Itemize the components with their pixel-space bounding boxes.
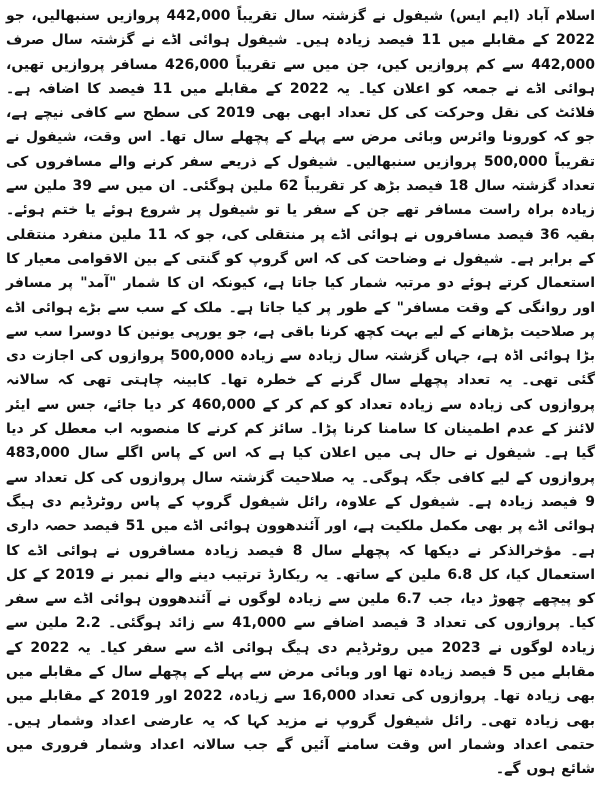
- article-body: اسلام آباد (ایم ایس) شیفول نے گزشتہ سال تقریباً 442,000 پروازیں سنبھالیں، جو 2022 کے مقابلے میں 11 فیصد زیادہ ہیں۔ شیفول ہوائی اڈے نے گزشتہ سال صرف 442,000 سے کم پروازیں کیں، جن میں سے تقریباً 426,000 مسافر پروازیں تھیں، ہوائی اڈے نے جمعہ کو اعلان کیا۔ یہ 2022 کے مقابلے میں 11 فیصد کا اضافہ ہے۔ فلائٹ کی نقل وحرکت کی کل تعداد ابھی بھی 2019 کی سطح سے کافی نیچے ہے، جو کہ کورونا وائرس وبائی مرض سے پہلے کے پچھلے سال تھا۔ اس وقت، شیفول نے تقریباً 500,000 پروازیں سنبھالیں۔ شیفول کے ذریعے سفر کرنے والے مسافروں کی تعداد گزشتہ سال 18 فیصد بڑھ کر تقریباً 62 ملین ہوگئی۔ ان میں سے 39 ملین سے زیادہ براہ راست مسافر تھے جن کے سفر یا تو شیفول پر شروع ہوئے یا ختم ہوئے۔ بقیہ 36 فیصد مسافروں نے ہوائی اڈے پر منتقلی کی، جو کہ 11 ملین منفرد منتقلی کے برابر ہے۔ شیفول نے وضاحت کی کہ اس گروپ کو گنتی کے بین الاقوامی معیار کا استعمال کرتے ہوئے دو مرتبہ شمار کیا جاتا ہے، کیونکہ ان کا شمار "آمد" پر مسافر اور روانگی کے وقت مسافر" کے طور پر کیا جاتا ہے۔ ملک کے سب سے بڑے ہوائی اڈے پر صلاحیت بڑھانے کے لیے بہت کچھ کرنا باقی ہے، جو یورپی یونین کا دوسرا سب سے بڑا ہوائی اڈہ ہے، جہاں گزشتہ سال زیادہ سے زیادہ 500,000 پروازوں کی اجازت دی گئی تھی۔ یہ تعداد پچھلے سال گرنے کے خطرہ تھا۔ کابینہ چاہتی تھی کہ سالانہ پروازوں کی زیادہ سے زیادہ تعداد کو کم کر کے 460,000 کر دیا جائے، جس سے ایئر لائنز کے عدم اطمینان کا سامنا کرنا پڑا۔ سائز کم کرنے کا منصوبہ اب معطل کر دیا گیا ہے۔ شیفول نے حال ہی میں اعلان کیا ہے کہ اس کے پاس اگلے سال 483,000 پروازوں کے لیے کافی جگہ ہوگی۔ یہ صلاحیت گزشتہ سال پروازوں کی کل تعداد سے 9 فیصد زیادہ ہے۔ شیفول کے علاوہ، رائل شیفول گروپ کے پاس روٹرڈیم دی ہیگ ہوائی اڈے پر بھی مکمل ملکیت ہے، اور آئندھوون ہوائی اڈے میں 51 فیصد حصہ داری ہے۔ مؤخرالذکر نے دیکھا کہ پچھلے سال 8 فیصد زیادہ مسافروں نے ہوائی اڈے کا استعمال کیا، کل 6.8 ملین کے ساتھ۔ یہ ریکارڈ ترتیب دینے والے نمبر نے 2019 کے کل کو پیچھے چھوڑ دیا، جب 6.7 ملین سے زیادہ لوگوں نے آئندھوون ہوائی اڈے سے سفر کیا۔ پروازوں کی تعداد 3 فیصد اضافے سے 41,000 سے زائد ہوگئی۔ 2.2 ملین سے زیادہ لوگوں نے 2023 میں روٹرڈیم دی ہیگ ہوائی اڈے سے سفر کیا۔ یہ 2022 کے مقابلے میں 5 فیصد زیادہ تھا اور وبائی مرض سے پہلے کے پچھلے سال کے مقابلے میں بھی زیادہ تھا۔ پروازوں کی تعداد 16,000 سے زیادہ، 2022 اور 2019 کے مقابلے میں بھی زیادہ تھی۔ رائل شیفول گروپ نے مزید کہا کہ یہ عارضی اعداد وشمار ہیں۔ حتمی اعداد وشمار اس وقت سامنے آئیں گے جب سالانہ اعداد وشمار فروری میں شائع ہوں گے۔: [6, 8, 596, 778]
